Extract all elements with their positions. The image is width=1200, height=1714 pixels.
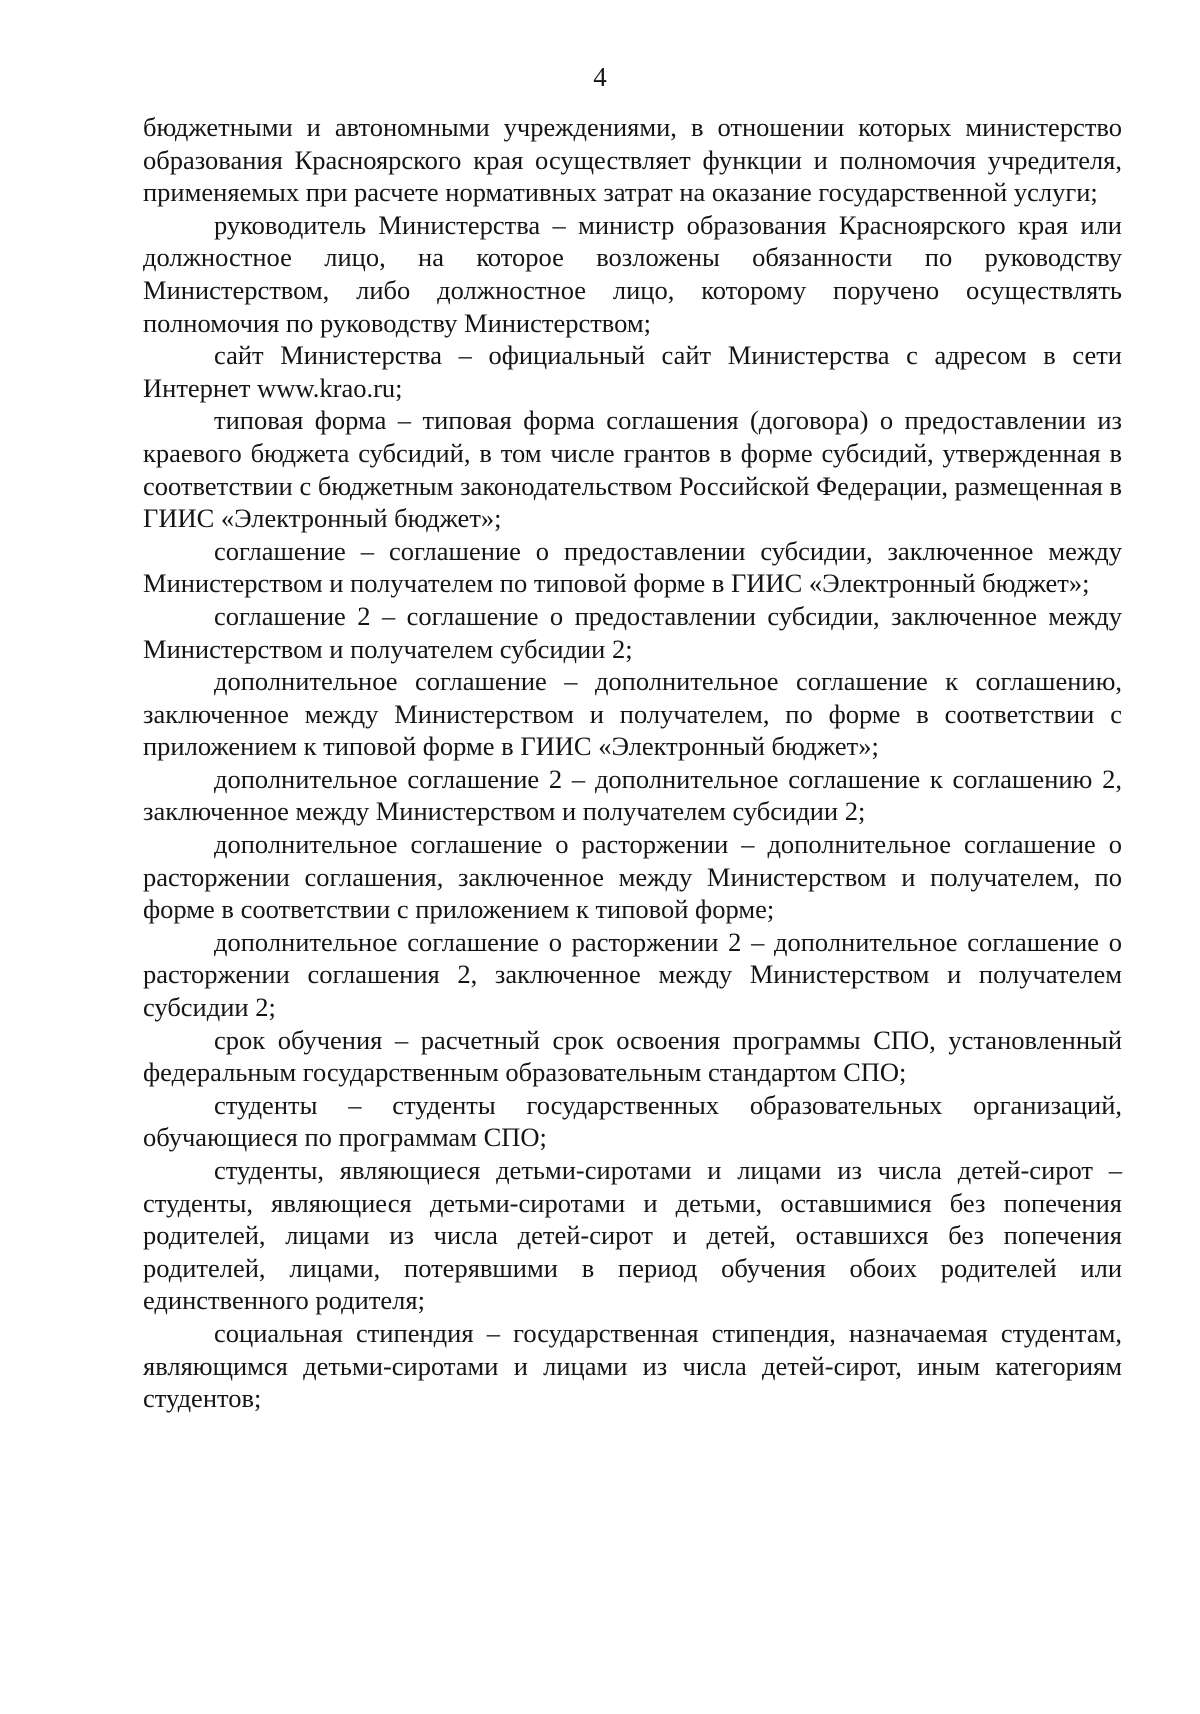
paragraph: дополнительное соглашение – дополнительное соглашение к соглашению, заключенное между Министерством и получателем, по форме в соответствии с приложением к типовой форме в ГИИС «Электронный бюджет»; [143,666,1122,762]
paragraph: социальная стипендия – государственная стипендия, назначаемая студентам, являющимся детьми-сиротами и лицами из числа детей-сирот, иным категориям студентов; [143,1317,1122,1414]
paragraph: типовая форма – типовая форма соглашения (договора) о предоставлении из краевого бюджета субсидий, в том числе грантов в форме субсидий, утвержденная в соответствии с бюджетным законодательством Российской Федерации, размещенная в ГИИС «Электронный бюджет»; [143,405,1122,534]
paragraph: бюджетными и автономными учреждениями, в отношении которых министерство образования Красноярского края осуществляет функции и полномочия учредителя, применяемых при расчете нормативных затрат на оказание государственной услуги; [143,112,1122,208]
paragraph: руководитель Министерства – министр образования Красноярского края или должностное лицо, на которое возложены обязанности по руководству Министерством, либо должностное лицо, которому поручено осуществлять полномочия по руководству Министерством; [143,209,1122,338]
paragraph: дополнительное соглашение о расторжении 2 – дополнительное соглашение о расторжении соглашения 2, заключенное между Министерством и получателем субсидии 2; [143,926,1122,1023]
paragraph: дополнительное соглашение 2 – дополнительное соглашение к соглашению 2, заключенное между Министерством и получателем субсидии 2; [143,763,1122,827]
page-number: 4 [593,62,607,92]
paragraph: сайт Министерства – официальный сайт Министерства с адресом в сети Интернет www.krao.ru; [143,340,1122,403]
paragraph: соглашение – соглашение о предоставлении субсидии, заключенное между Министерством и получателем по типовой форме в ГИИС «Электронный бюджет»; [143,535,1122,599]
document-body [143,111,1122,1415]
paragraph: соглашение 2 – соглашение о предоставлении субсидии, заключенное между Министерством и получателем субсидии 2; [143,600,1122,664]
paragraph: студенты – студенты государственных образовательных организаций, обучающиеся по программам СПО; [143,1089,1122,1153]
paragraph: дополнительное соглашение о расторжении – дополнительное соглашение о расторжении соглашения, заключенное между Министерством и получателем, по форме в соответствии с приложением к типовой форме; [143,829,1122,925]
paragraph: студенты, являющиеся детьми-сиротами и лицами из числа детей-сирот – студенты, являющиеся детьми-сиротами и детьми, оставшимися без попечения родителей, лицами из числа детей-сирот и детей, оставшихся без попечения родителей, лицами, потерявшими в период обучения обоих родителей или единственного родителя; [143,1155,1122,1316]
paragraph: срок обучения – расчетный срок освоения программы СПО, установленный федеральным государственным образовательным стандартом СПО; [143,1024,1122,1088]
